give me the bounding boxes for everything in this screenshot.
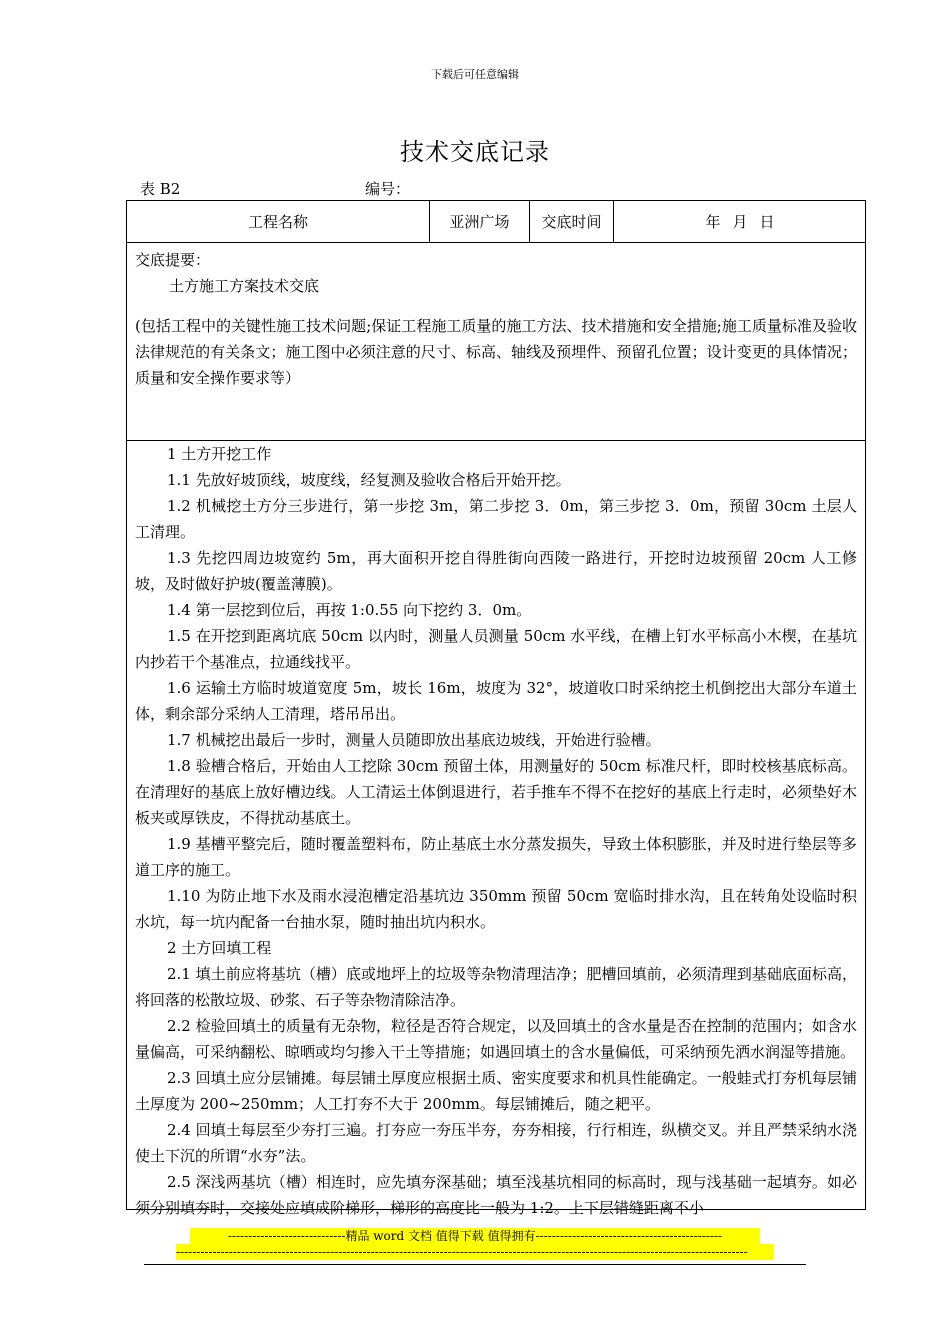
paragraph: 2.4 回填土每层至少夯打三遍。打夯应一夯压半夯，夯夯相接，行行相连，纵横交叉。并且严禁采纳水浇使土下沉的所谓“水夯”法。 xyxy=(135,1121,857,1165)
summary-label: 交底提要： xyxy=(135,251,211,269)
table-number: 表 B2 xyxy=(140,180,181,198)
paragraph: 2.5 深浅两基坑（槽）相连时，应先填夯深基础；填至浅基坑相同的标高时，现与浅基础一起填夯。如必须分别填夯时，交接处应填成阶梯形，梯形的高度比一般为 1:2。上下层错缝距离不小 xyxy=(135,1173,857,1217)
content-body xyxy=(127,441,865,1221)
paragraph: 1.6 运输土方临时坡道宽度 5m，坡长 16m，坡度为 32°，坡道收口时采纳挖土机倒挖出大部分车道土体，剩余部分采纳人工清理，塔吊吊出。 xyxy=(135,679,857,723)
form-line xyxy=(140,178,411,199)
summary-section xyxy=(127,243,865,441)
handover-date xyxy=(614,201,866,243)
paragraph: 2.3 回填土应分层铺摊。每层铺土厚度应根据土质、密实度要求和机具性能确定。一般蛙式打夯机每层铺土厚度为 200~250mm；人工打夯不大于 200mm。每层铺摊后，随之耙平。 xyxy=(135,1069,857,1113)
date-day: 日 xyxy=(759,213,775,231)
paragraph: 1.3 先挖四周边坡宽约 5m，再大面积开挖自得胜街向西陵一路进行，开挖时边坡预留 20cm 人工修坡，及时做好护坡(覆盖薄膜)。 xyxy=(135,549,857,593)
paragraph: 1.10 为防止地下水及雨水浸泡槽定沿基坑边 350mm 预留 50cm 宽临时排水沟，且在转角处设临时积水坑，每一坑内配备一台抽水泵，随时抽出坑内积水。 xyxy=(135,887,857,931)
paragraph: 1.9 基槽平整完后，随时覆盖塑料布，防止基底土水分蒸发损失，导致土体积膨胀，并及时进行垫层等多道工序的施工。 xyxy=(135,835,857,879)
project-name-value: 亚洲广场 xyxy=(430,201,530,243)
record-table xyxy=(126,200,866,1217)
paragraph: 1.1 先放好坡顶线，坡度线，经复测及验收合格后开始开挖。 xyxy=(167,471,571,489)
paragraph: 2 土方回填工程 xyxy=(167,939,272,957)
footer-rule xyxy=(144,1264,806,1265)
page-title: 技术交底记录 xyxy=(400,138,550,166)
paragraph: 1.2 机械挖土方分三步进行，第一步挖 3m，第二步挖 3．0m，第三步挖 3．0m，预留 30cm 土层人工清理。 xyxy=(135,497,857,541)
footer-dashes: --------------------------------------------------------------------------------------------------------------------------------------------- xyxy=(176,1244,774,1260)
date-month: 月 xyxy=(732,213,748,231)
handover-time-label: 交底时间 xyxy=(530,201,614,243)
paragraph: 1.7 机械挖出最后一步时，测量人员随即放出基底边坡线，开始进行验槽。 xyxy=(167,731,661,749)
paragraph: 2.1 填土前应将基坑（槽）底或地坪上的垃圾等杂物清理洁净；肥槽回填前，必须清理到基础底面标高，将回落的松散垃圾、砂浆、石子等杂物清除洁净。 xyxy=(135,965,857,1009)
paragraph: 1.4 第一层挖到位后，再按 1:0.55 向下挖约 3．0m。 xyxy=(167,601,532,619)
paragraph: 2.2 检验回填土的质量有无杂物，粒径是否符合规定，以及回填土的含水量是否在控制的范围内；如含水量偏高，可采纳翻松、晾晒或均匀掺入干土等措施；如遇回填土的含水量偏低，可采纳预先洒水润湿等措施。 xyxy=(135,1017,857,1061)
paragraph: 1 土方开挖工作 xyxy=(167,445,272,463)
summary-subject: 土方施工方案技术交底 xyxy=(169,277,320,295)
code-label: 编号： xyxy=(365,180,411,198)
summary-note: (包括工程中的关键性施工技术问题;保证工程施工质量的施工方法、技术措施和安全措施;施工质量标准及验收法律规范的有关条文；施工图中必须注意的尺寸、标高、轴线及预埋件、预留孔位置；设计变更的具体情况；质量和安全操作要求等） xyxy=(135,317,857,387)
paragraph: 1.5 在开挖到距离坑底 50cm 以内时，测量人员测量 50cm 水平线，在槽上钉水平标高小木楔，在基坑内抄若干个基准点，拉通线找平。 xyxy=(135,627,857,671)
date-year: 年 xyxy=(705,213,721,231)
paragraph: 1.8 验槽合格后，开始由人工挖除 30cm 预留土体，用测量好的 50cm 标准尺杆，即时校核基底标高。在清理好的基底上放好槽边线。人工清运土体倒退进行，若手推车不得不在挖好的基底上行走时，必须垫好木板夹或厚铁皮，不得扰动基底土。 xyxy=(135,757,857,827)
project-name-label: 工程名称 xyxy=(127,201,430,243)
top-note: 下载后可任意编辑 xyxy=(431,68,519,81)
footer-banner: -----------------------------精品 word 文档 值得下载 值得拥有---------------------------------------------- xyxy=(190,1228,760,1244)
